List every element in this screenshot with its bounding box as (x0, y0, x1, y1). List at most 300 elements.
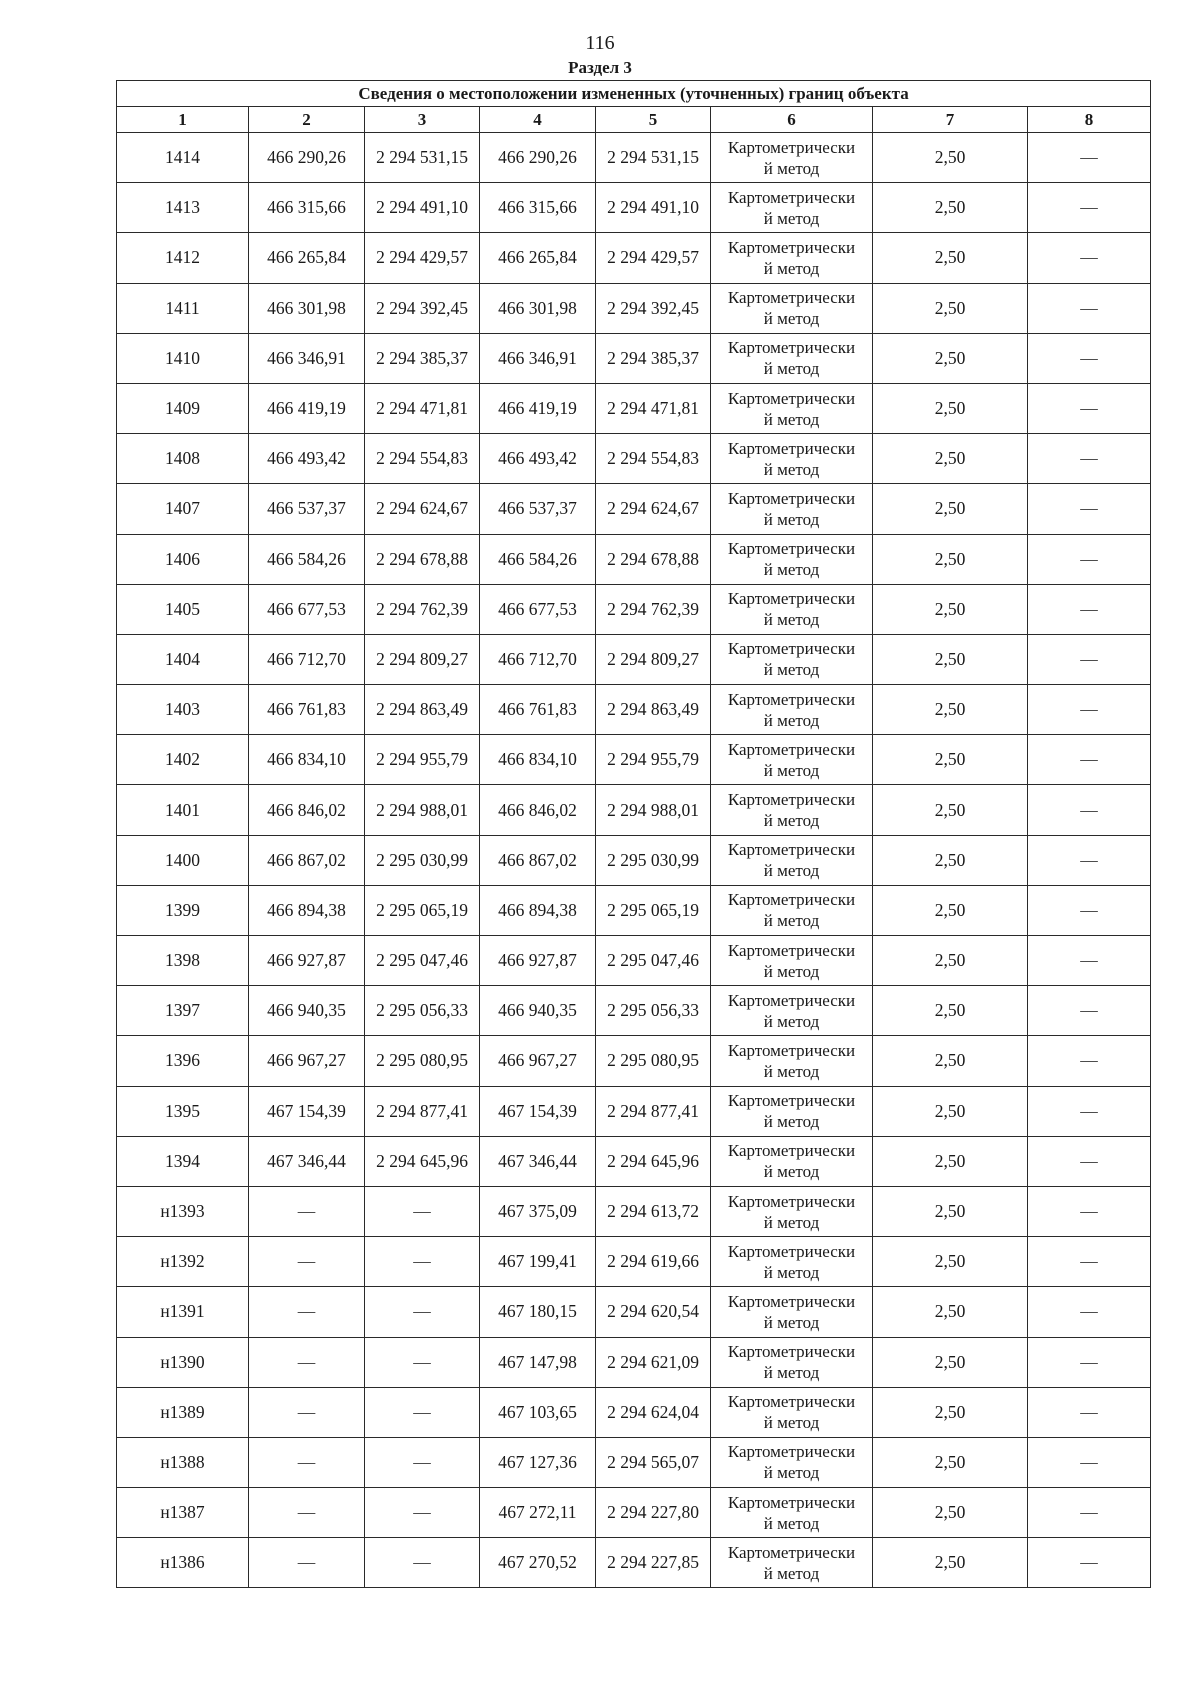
method-line-1: Картометрически (727, 840, 856, 860)
method-line-1: Картометрически (727, 689, 856, 709)
x-old-cell: 466 940,35 (249, 986, 365, 1036)
y-new-cell: 2 294 392,45 (596, 283, 711, 333)
x-old-cell: — (249, 1186, 365, 1236)
accuracy-cell: 2,50 (873, 233, 1028, 283)
method-line-2: й метод (763, 660, 820, 680)
method-line-2: й метод (763, 1312, 820, 1332)
column-number-3: 3 (365, 107, 480, 133)
x-new-cell: 466 584,26 (480, 534, 596, 584)
note-cell: — (1028, 383, 1151, 433)
y-new-cell: 2 294 227,80 (596, 1488, 711, 1538)
x-new-cell: 467 147,98 (480, 1337, 596, 1387)
method-line-2: й метод (763, 1112, 820, 1132)
method-line-1: Картометрически (727, 488, 856, 508)
method-line-2: й метод (763, 710, 820, 730)
x-new-cell: 466 265,84 (480, 233, 596, 283)
table-caption: Сведения о местоположении измененных (уточненных) границ объекта (117, 81, 1151, 107)
table-row (117, 183, 1151, 233)
note-cell: — (1028, 534, 1151, 584)
method-line-2: й метод (763, 409, 820, 429)
note-cell: — (1028, 1488, 1151, 1538)
x-new-cell: 467 180,15 (480, 1287, 596, 1337)
x-new-cell: 466 677,53 (480, 584, 596, 634)
method-cell (711, 133, 873, 183)
table-body (117, 133, 1151, 1588)
x-new-cell: 466 761,83 (480, 685, 596, 735)
point-cell: н1392 (117, 1237, 249, 1287)
accuracy-cell: 2,50 (873, 183, 1028, 233)
method-cell (711, 785, 873, 835)
y-old-cell: 2 295 056,33 (365, 986, 480, 1036)
x-old-cell: 466 315,66 (249, 183, 365, 233)
method-line-1: Картометрически (727, 438, 856, 458)
method-cell (711, 1538, 873, 1588)
method-line-1: Картометрически (727, 1392, 856, 1412)
table-row (117, 333, 1151, 383)
table-row (117, 785, 1151, 835)
x-old-cell: 466 419,19 (249, 383, 365, 433)
method-cell (711, 735, 873, 785)
table-row (117, 835, 1151, 885)
point-cell: 1405 (117, 584, 249, 634)
table-row (117, 936, 1151, 986)
y-new-cell: 2 294 621,09 (596, 1337, 711, 1387)
y-old-cell: 2 294 392,45 (365, 283, 480, 333)
point-cell: 1403 (117, 685, 249, 735)
method-cell (711, 283, 873, 333)
method-line-1: Картометрически (727, 739, 856, 759)
x-old-cell: 466 712,70 (249, 634, 365, 684)
y-new-cell: 2 294 620,54 (596, 1287, 711, 1337)
accuracy-cell: 2,50 (873, 1086, 1028, 1136)
y-new-cell: 2 294 554,83 (596, 434, 711, 484)
point-cell: 1406 (117, 534, 249, 584)
method-cell (711, 986, 873, 1036)
x-old-cell: — (249, 1287, 365, 1337)
method-line-2: й метод (763, 861, 820, 881)
method-cell (711, 1036, 873, 1086)
method-cell (711, 233, 873, 283)
accuracy-cell: 2,50 (873, 885, 1028, 935)
y-old-cell: — (365, 1488, 480, 1538)
y-old-cell: 2 294 988,01 (365, 785, 480, 835)
table-row (117, 1337, 1151, 1387)
y-old-cell: — (365, 1186, 480, 1236)
column-number-row (117, 107, 1151, 133)
x-new-cell: 467 346,44 (480, 1136, 596, 1186)
column-number-4: 4 (480, 107, 596, 133)
table-row (117, 383, 1151, 433)
method-line-2: й метод (763, 1061, 820, 1081)
table-row (117, 1136, 1151, 1186)
y-old-cell: 2 294 624,67 (365, 484, 480, 534)
point-cell: 1394 (117, 1136, 249, 1186)
method-cell (711, 835, 873, 885)
y-old-cell: — (365, 1387, 480, 1437)
column-number-6: 6 (711, 107, 873, 133)
point-cell: 1414 (117, 133, 249, 183)
method-cell (711, 1437, 873, 1487)
y-new-cell: 2 295 030,99 (596, 835, 711, 885)
y-old-cell: 2 294 429,57 (365, 233, 480, 283)
x-old-cell: 466 537,37 (249, 484, 365, 534)
method-line-1: Картометрически (727, 1241, 856, 1261)
table-row (117, 233, 1151, 283)
point-cell: н1386 (117, 1538, 249, 1588)
x-old-cell: 466 834,10 (249, 735, 365, 785)
y-old-cell: — (365, 1337, 480, 1387)
y-old-cell: 2 295 065,19 (365, 885, 480, 935)
x-new-cell: 467 270,52 (480, 1538, 596, 1588)
page-number: 116 (585, 32, 615, 54)
method-line-2: й метод (763, 961, 820, 981)
method-line-2: й метод (763, 208, 820, 228)
point-cell: 1402 (117, 735, 249, 785)
y-old-cell: — (365, 1287, 480, 1337)
note-cell: — (1028, 634, 1151, 684)
accuracy-cell: 2,50 (873, 685, 1028, 735)
x-new-cell: 466 419,19 (480, 383, 596, 433)
method-line-1: Картометрически (727, 1141, 856, 1161)
method-cell (711, 434, 873, 484)
x-new-cell: 467 127,36 (480, 1437, 596, 1487)
point-cell: н1389 (117, 1387, 249, 1437)
method-cell (711, 685, 873, 735)
y-new-cell: 2 294 762,39 (596, 584, 711, 634)
accuracy-cell: 2,50 (873, 634, 1028, 684)
point-cell: 1407 (117, 484, 249, 534)
method-line-1: Картометрически (727, 790, 856, 810)
point-cell: 1398 (117, 936, 249, 986)
y-new-cell: 2 294 624,04 (596, 1387, 711, 1437)
coordinates-table (116, 80, 1151, 1588)
note-cell: — (1028, 1237, 1151, 1287)
x-old-cell: 466 894,38 (249, 885, 365, 935)
x-new-cell: 466 346,91 (480, 333, 596, 383)
y-new-cell: 2 295 047,46 (596, 936, 711, 986)
y-new-cell: 2 294 877,41 (596, 1086, 711, 1136)
accuracy-cell: 2,50 (873, 1237, 1028, 1287)
method-cell (711, 484, 873, 534)
note-cell: — (1028, 1186, 1151, 1236)
note-cell: — (1028, 1387, 1151, 1437)
table-row (117, 885, 1151, 935)
note-cell: — (1028, 1086, 1151, 1136)
y-new-cell: 2 294 863,49 (596, 685, 711, 735)
method-cell (711, 1136, 873, 1186)
method-cell (711, 936, 873, 986)
column-number-7: 7 (873, 107, 1028, 133)
method-cell (711, 1186, 873, 1236)
x-new-cell: 467 272,11 (480, 1488, 596, 1538)
x-old-cell: 466 290,26 (249, 133, 365, 183)
x-old-cell: 466 584,26 (249, 534, 365, 584)
method-line-1: Картометрически (727, 1442, 856, 1462)
method-cell (711, 584, 873, 634)
x-old-cell: — (249, 1488, 365, 1538)
method-line-1: Картометрически (727, 539, 856, 559)
y-new-cell: 2 294 678,88 (596, 534, 711, 584)
y-old-cell: 2 294 863,49 (365, 685, 480, 735)
method-line-2: й метод (763, 309, 820, 329)
y-new-cell: 2 294 565,07 (596, 1437, 711, 1487)
point-cell: 1395 (117, 1086, 249, 1136)
y-new-cell: 2 294 613,72 (596, 1186, 711, 1236)
method-line-2: й метод (763, 1563, 820, 1583)
table-row (117, 1488, 1151, 1538)
y-new-cell: 2 295 080,95 (596, 1036, 711, 1086)
method-cell (711, 183, 873, 233)
table-row (117, 1237, 1151, 1287)
method-line-2: й метод (763, 1262, 820, 1282)
x-old-cell: — (249, 1237, 365, 1287)
point-cell: 1411 (117, 283, 249, 333)
method-line-2: й метод (763, 610, 820, 630)
accuracy-cell: 2,50 (873, 1437, 1028, 1487)
point-cell: 1396 (117, 1036, 249, 1086)
accuracy-cell: 2,50 (873, 1387, 1028, 1437)
y-new-cell: 2 294 531,15 (596, 133, 711, 183)
y-old-cell: 2 294 491,10 (365, 183, 480, 233)
method-cell (711, 1337, 873, 1387)
y-old-cell: 2 294 955,79 (365, 735, 480, 785)
x-new-cell: 466 537,37 (480, 484, 596, 534)
method-cell (711, 1237, 873, 1287)
y-old-cell: 2 294 762,39 (365, 584, 480, 634)
x-old-cell: 466 493,42 (249, 434, 365, 484)
point-cell: н1388 (117, 1437, 249, 1487)
y-new-cell: 2 295 056,33 (596, 986, 711, 1036)
table-row (117, 1437, 1151, 1487)
point-cell: н1393 (117, 1186, 249, 1236)
note-cell: — (1028, 333, 1151, 383)
accuracy-cell: 2,50 (873, 785, 1028, 835)
y-old-cell: 2 294 554,83 (365, 434, 480, 484)
column-number-5: 5 (596, 107, 711, 133)
point-cell: 1401 (117, 785, 249, 835)
x-old-cell: 466 927,87 (249, 936, 365, 986)
method-line-2: й метод (763, 760, 820, 780)
method-line-2: й метод (763, 1363, 820, 1383)
accuracy-cell: 2,50 (873, 735, 1028, 785)
method-line-1: Картометрически (727, 338, 856, 358)
method-line-2: й метод (763, 1212, 820, 1232)
table-row (117, 434, 1151, 484)
table-row (117, 735, 1151, 785)
note-cell: — (1028, 233, 1151, 283)
y-new-cell: 2 294 491,10 (596, 183, 711, 233)
y-old-cell: 2 295 030,99 (365, 835, 480, 885)
x-new-cell: 466 315,66 (480, 183, 596, 233)
x-old-cell: 467 154,39 (249, 1086, 365, 1136)
x-new-cell: 467 154,39 (480, 1086, 596, 1136)
table-row (117, 1538, 1151, 1588)
accuracy-cell: 2,50 (873, 986, 1028, 1036)
table-row (117, 685, 1151, 735)
method-line-2: й метод (763, 459, 820, 479)
y-old-cell: 2 294 385,37 (365, 333, 480, 383)
accuracy-cell: 2,50 (873, 1136, 1028, 1186)
accuracy-cell: 2,50 (873, 1538, 1028, 1588)
method-line-1: Картометрически (727, 1291, 856, 1311)
method-line-1: Картометрически (727, 1040, 856, 1060)
point-cell: 1399 (117, 885, 249, 935)
method-line-2: й метод (763, 158, 820, 178)
point-cell: 1413 (117, 183, 249, 233)
method-line-1: Картометрически (727, 1492, 856, 1512)
accuracy-cell: 2,50 (873, 584, 1028, 634)
note-cell: — (1028, 283, 1151, 333)
x-new-cell: 467 199,41 (480, 1237, 596, 1287)
accuracy-cell: 2,50 (873, 434, 1028, 484)
accuracy-cell: 2,50 (873, 534, 1028, 584)
y-new-cell: 2 294 809,27 (596, 634, 711, 684)
table-row (117, 1287, 1151, 1337)
method-line-2: й метод (763, 359, 820, 379)
y-new-cell: 2 294 624,67 (596, 484, 711, 534)
x-old-cell: 466 967,27 (249, 1036, 365, 1086)
x-new-cell: 466 846,02 (480, 785, 596, 835)
y-new-cell: 2 295 065,19 (596, 885, 711, 935)
method-line-1: Картометрически (727, 990, 856, 1010)
x-old-cell: — (249, 1387, 365, 1437)
point-cell: н1390 (117, 1337, 249, 1387)
table-row (117, 634, 1151, 684)
method-line-1: Картометрически (727, 237, 856, 257)
y-new-cell: 2 294 385,37 (596, 333, 711, 383)
x-new-cell: 466 834,10 (480, 735, 596, 785)
point-cell: 1409 (117, 383, 249, 433)
table-row (117, 584, 1151, 634)
note-cell: — (1028, 1437, 1151, 1487)
note-cell: — (1028, 133, 1151, 183)
method-line-2: й метод (763, 1011, 820, 1031)
table-row (117, 986, 1151, 1036)
column-number-8: 8 (1028, 107, 1151, 133)
x-new-cell: 466 927,87 (480, 936, 596, 986)
method-line-1: Картометрически (727, 890, 856, 910)
x-old-cell: 467 346,44 (249, 1136, 365, 1186)
note-cell: — (1028, 785, 1151, 835)
method-line-2: й метод (763, 509, 820, 529)
method-cell (711, 1086, 873, 1136)
point-cell: 1410 (117, 333, 249, 383)
method-line-1: Картометрически (727, 1191, 856, 1211)
method-line-2: й метод (763, 1463, 820, 1483)
x-new-cell: 466 712,70 (480, 634, 596, 684)
point-cell: 1404 (117, 634, 249, 684)
column-number-1: 1 (117, 107, 249, 133)
accuracy-cell: 2,50 (873, 1488, 1028, 1538)
method-line-2: й метод (763, 1413, 820, 1433)
note-cell: — (1028, 584, 1151, 634)
note-cell: — (1028, 434, 1151, 484)
note-cell: — (1028, 1036, 1151, 1086)
accuracy-cell: 2,50 (873, 383, 1028, 433)
x-new-cell: 466 940,35 (480, 986, 596, 1036)
point-cell: н1391 (117, 1287, 249, 1337)
note-cell: — (1028, 183, 1151, 233)
method-cell (711, 1387, 873, 1437)
section-title: Раздел 3 (568, 58, 632, 77)
table-row (117, 133, 1151, 183)
method-cell (711, 1287, 873, 1337)
accuracy-cell: 2,50 (873, 1186, 1028, 1236)
y-old-cell: 2 294 809,27 (365, 634, 480, 684)
y-new-cell: 2 294 988,01 (596, 785, 711, 835)
y-old-cell: 2 295 047,46 (365, 936, 480, 986)
y-new-cell: 2 294 471,81 (596, 383, 711, 433)
y-old-cell: — (365, 1437, 480, 1487)
accuracy-cell: 2,50 (873, 1036, 1028, 1086)
accuracy-cell: 2,50 (873, 936, 1028, 986)
y-new-cell: 2 294 619,66 (596, 1237, 711, 1287)
y-new-cell: 2 294 955,79 (596, 735, 711, 785)
method-line-1: Картометрически (727, 589, 856, 609)
method-line-2: й метод (763, 811, 820, 831)
method-line-1: Картометрически (727, 137, 856, 157)
method-cell (711, 383, 873, 433)
note-cell: — (1028, 1136, 1151, 1186)
accuracy-cell: 2,50 (873, 1287, 1028, 1337)
y-old-cell: 2 295 080,95 (365, 1036, 480, 1086)
method-line-2: й метод (763, 560, 820, 580)
method-line-1: Картометрически (727, 639, 856, 659)
x-old-cell: 466 346,91 (249, 333, 365, 383)
x-new-cell: 466 967,27 (480, 1036, 596, 1086)
note-cell: — (1028, 1538, 1151, 1588)
y-old-cell: 2 294 471,81 (365, 383, 480, 433)
x-old-cell: 466 867,02 (249, 835, 365, 885)
table-row (117, 1387, 1151, 1437)
note-cell: — (1028, 1337, 1151, 1387)
method-line-1: Картометрически (727, 388, 856, 408)
accuracy-cell: 2,50 (873, 333, 1028, 383)
method-line-2: й метод (763, 911, 820, 931)
y-new-cell: 2 294 429,57 (596, 233, 711, 283)
x-old-cell: — (249, 1337, 365, 1387)
accuracy-cell: 2,50 (873, 133, 1028, 183)
method-line-1: Картометрически (727, 1091, 856, 1111)
x-new-cell: 466 301,98 (480, 283, 596, 333)
y-old-cell: 2 294 645,96 (365, 1136, 480, 1186)
accuracy-cell: 2,50 (873, 835, 1028, 885)
y-new-cell: 2 294 227,85 (596, 1538, 711, 1588)
method-line-1: Картометрически (727, 1342, 856, 1362)
column-number-2: 2 (249, 107, 365, 133)
method-cell (711, 534, 873, 584)
table-row (117, 1086, 1151, 1136)
note-cell: — (1028, 936, 1151, 986)
x-new-cell: 466 290,26 (480, 133, 596, 183)
x-old-cell: 466 846,02 (249, 785, 365, 835)
accuracy-cell: 2,50 (873, 283, 1028, 333)
x-new-cell: 466 867,02 (480, 835, 596, 885)
y-old-cell: — (365, 1237, 480, 1287)
y-old-cell: — (365, 1538, 480, 1588)
method-line-2: й метод (763, 1162, 820, 1182)
x-new-cell: 466 894,38 (480, 885, 596, 935)
x-old-cell: 466 301,98 (249, 283, 365, 333)
table-row (117, 283, 1151, 333)
x-old-cell: — (249, 1538, 365, 1588)
x-old-cell: 466 761,83 (249, 685, 365, 735)
y-old-cell: 2 294 531,15 (365, 133, 480, 183)
note-cell: — (1028, 484, 1151, 534)
accuracy-cell: 2,50 (873, 484, 1028, 534)
point-cell: 1412 (117, 233, 249, 283)
table-row (117, 1186, 1151, 1236)
